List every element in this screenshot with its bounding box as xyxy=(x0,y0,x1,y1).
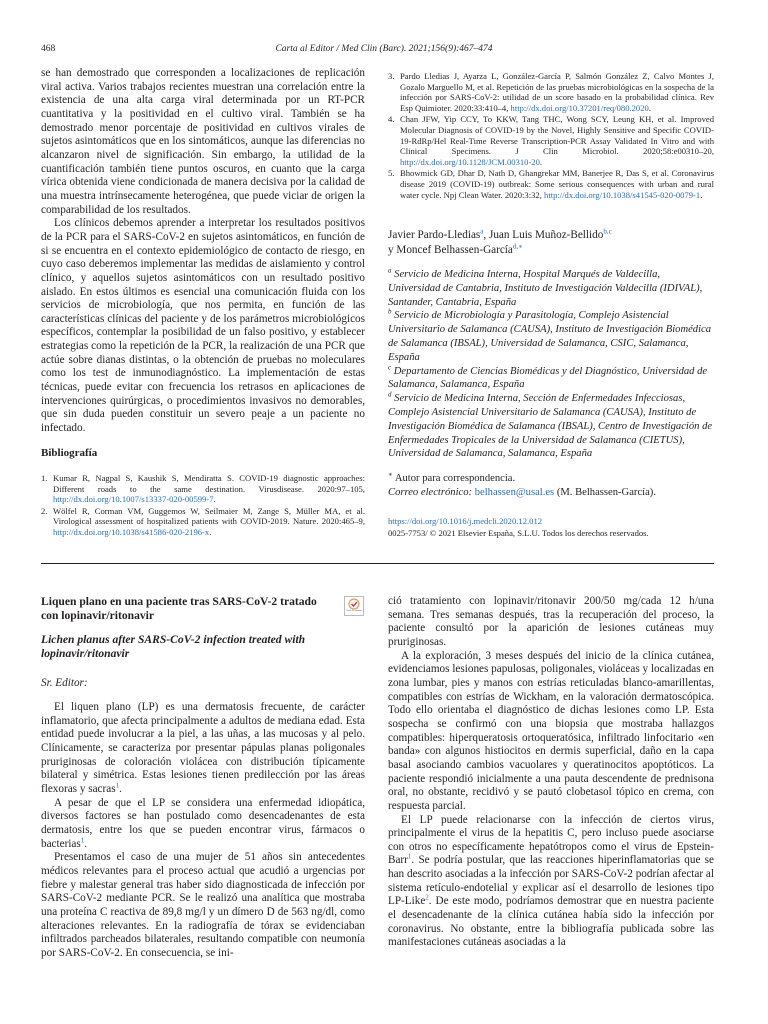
affiliation-text: Servicio de Medicina Interna, Hospital Marqués de Valdecilla, Universidad de Cantabria, Instituto de Investigación Valdecilla (IDIVAL), Santander, Cantabria, España xyxy=(388,269,703,308)
paragraph-text: . Se podría postular, que las reacciones hiperinflamatorias que se han descrito asociadas a la infección por SARS-CoV-2 podrían afectar al sistema retículo-endotelial y explicar así el desarrollo de lesiones tipo LP-Like xyxy=(388,854,714,908)
asterisk: ∗ xyxy=(388,470,393,479)
check-updates-icon xyxy=(344,596,364,616)
bottom-right-column xyxy=(388,595,714,950)
reference-text: Wölfel R, Corman VM, Guggemos W, Seilmaier M, Zange S, Müller MA, et al. Virological assessment of hospitalized patients with COVID-2019. Nature. 2020:465–9, xyxy=(53,505,365,527)
author-name: , Juan Luis Muñoz-Bellido xyxy=(483,229,604,241)
running-head: Carta al Editor / Med Clin (Barc). 2021;156(9):467–474 xyxy=(275,44,493,54)
doi-link[interactable]: http://dx.doi.org/10.1128/JCM.00310-20 xyxy=(400,156,540,167)
paragraph: A la exploración, 3 meses después del inicio de la clínica cutánea, evidenciamos lesiones papulosas, poligonales, violáceas y localizadas en zona lumbar, pies y manos con estrías reticuladas blanco-amarillentas, compatibles con estrías de Wickham, en la valoración dermatoscópica. Todo ello orientaba el diagnóstico de dichas lesiones como LP. Esta sospecha se confirmó con una biopsia que mostraba hallazgos compatibles: hiperqueratosis ortoqueratósica, infiltrado linfocitario «en banda» con algunos histiocitos en dermis superficial, daño en la capa basal asociando cambios vacuolares y queratinocitos apoptóticos. La paciente respondió inicialmente a una pauta descendente de prednisona oral, no obstante, recidivó y se pautó clobetasol tópico en crema, con respuesta parcial. xyxy=(388,649,714,812)
affiliation xyxy=(388,268,714,309)
doi-link[interactable]: https://doi.org/10.1016/j.medcli.2020.12.012 xyxy=(388,516,543,526)
citation-link[interactable]: 1 xyxy=(407,852,412,861)
paragraph xyxy=(388,814,714,951)
affiliation xyxy=(388,365,714,393)
reference-text: Chan JFW, Yip CCY, To KKW, Tang THC, Wong SCY, Leung KH, et al. Improved Molecular Diagnosis of COVID-19 by the Novel, Highly Sensitive and Specific COVID-19-RdRp/Hel Real-Time Reverse Transcription-PCR Assay Validated In Vitro and with Clinical Specimens. J Clin Microbiol. 2020;58:e00310–20, xyxy=(400,114,714,157)
salutation: Sr. Editor: xyxy=(41,677,88,689)
bibliography-heading: Bibliografía xyxy=(41,447,98,459)
reference-text: Bhowmick GD, Dhar D, Nath D, Ghangrekar MM, Banerjee R, Das S, et al. Coronavirus disease 2019 (COVID-19) outbreak: Some serious consequences with urban and rural water cycle. Npj Clean Water. 2020:3:32, xyxy=(400,168,714,200)
paragraph: se han demostrado que corresponden a localizaciones de replicación viral activa. Varios trabajos recientes muestran una correlación entre la existencia de una alta carga viral determinada por un RT-PCR cuantitativa y la positividad en el cultivo viral. También se ha demostrado menor porcentaje de positividad en cultivos virales de sujetos asintomáticos que en los sintomáticos, aunque las diferencias no alcanzaron nivel de significación. Sin embargo, la utilidad de la cuantificación también tiene puntos oscuros, en cuanto que la carga vírica obtenida viene condicionada de manera decisiva por la calidad de una muestra intrínsecamente heterogénea, que puede viciar de origen la comparabilidad de los resultados. xyxy=(41,67,365,216)
citation-link[interactable]: 1 xyxy=(115,781,120,790)
email-link[interactable]: belhassen@usal.es xyxy=(474,487,555,498)
citation-link[interactable]: 2 xyxy=(425,893,429,902)
reference-end: . xyxy=(700,189,703,200)
reference-item xyxy=(388,168,714,200)
affiliation-marker[interactable]: a xyxy=(480,227,484,236)
page-number: 468 xyxy=(41,44,56,54)
correspondence xyxy=(388,472,714,500)
paragraph-text: A pesar de que el LP se considera una enfermedad idiopática, diversos factores se han postulado como desencadenantes de esta dermatosis, entre los que se pueden encontrar virus, fármacos o bacterias xyxy=(41,796,365,850)
affiliation-letter: c xyxy=(388,363,392,372)
paragraph xyxy=(41,701,365,797)
author-name: y Moncef Belhassen-García xyxy=(388,243,513,256)
reference-end: . xyxy=(213,494,216,505)
author-list xyxy=(388,228,714,257)
affiliation-text: Servicio de Medicina Interna, Sección de Enfermedades Infecciosas, Complejo Asistencial Universitario de Salamanca (CAUSA), Instituto de Investigación Biomédica de Salamanca (IBSAL), Centro de Investigación de Enfermedades Tropicales de la Universidad de Salamanca (CIETUS), Universidad de Salamanca, Salamanca, España xyxy=(388,393,713,460)
paragraph-text: El LP puede relacionarse con la infección de ciertos virus, principalmente el virus de la hepatitis C, pero incluso puede asociarse con otros no específicamente hepatótropos como el virus de Epstein-Barr xyxy=(388,813,714,867)
reference-number: 2. xyxy=(41,505,48,516)
reference-number: 5. xyxy=(388,168,395,179)
reference-end: . xyxy=(209,526,212,537)
paragraph-text: . xyxy=(119,782,122,795)
doi-link[interactable]: http://dx.doi.org/10.1007/s13337-020-00599-7 xyxy=(53,494,214,505)
reference-item xyxy=(41,473,365,505)
reference-number: 3. xyxy=(388,71,395,81)
paragraph: Los clínicos debemos aprender a interpretar los resultados positivos de la PCR para el SARS-CoV-2 en sujetos asintomáticos, en función de si se encuentra en el contexto epidemiológico de contacto de riesgo, en cuyo caso deberemos implementar las medidas de aislamiento y control clínico, y aquellos sujetos asintomáticos con un resultado positivo aislado. En estos últimos es esencial una comunicación fluida con los servicios de microbiología, que nos permita, en función de las características clínicas del paciente y de los parámetros microbiológicos específicos, contemplar la posibilidad de un falso positivo, y establecer estrategias como la repetición de la PCR, la realización de una PCR que actúe sobre dianas distintas, o la obtención de pruebas no moleculares como los test de inmunodiagnóstico. La implementación de estas técnicas, puede evitar con frecuencia los retrasos en aplicaciones de intervenciones quirúrgicas, o procedimientos invasivos no demorables, que sin duda pueden constituir un severo peaje a un paciente no infectado. xyxy=(41,217,365,435)
reference-text: Kumar R, Nagpal S, Kaushik S, Mendiratta S. COVID-19 diagnostic approaches: Different roads to the same destination. Virusdisease. 2020:97–105, xyxy=(53,473,365,494)
email-line xyxy=(388,486,714,500)
article-info xyxy=(388,515,714,539)
reference-item xyxy=(388,71,714,113)
correspondence-line xyxy=(388,472,714,486)
reference-end: . xyxy=(539,156,543,167)
top-left-column xyxy=(41,67,365,436)
affiliation-list xyxy=(388,268,714,461)
reference-item xyxy=(388,114,714,167)
paragraph xyxy=(41,797,365,852)
bottom-left-column xyxy=(41,701,365,960)
affiliation-text: Servicio de Microbiología y Parasitología, Complejo Asistencial Universitario de Salamanca (CAUSA), Instituto de Investigación Biomédica de Salamanca (IBSAL), Universidad de Salamanca, CSIC, Salamanca, España xyxy=(388,310,712,363)
reference-item xyxy=(41,506,365,538)
doi-link[interactable]: http://dx.doi.org/10.1038/s41545-020-0079-1 xyxy=(544,189,701,200)
email-owner: (M. Belhassen-García). xyxy=(554,487,656,498)
email-label: Correo electrónico: xyxy=(388,487,475,498)
check-updates-badge[interactable] xyxy=(344,596,364,616)
doi-link[interactable]: http://dx.doi.org/10.1038/s41586-020-2196-x xyxy=(53,526,210,537)
reference-list xyxy=(388,71,714,201)
reference-end: . xyxy=(648,102,651,113)
affiliation-letter: d xyxy=(388,390,392,399)
affiliation xyxy=(388,392,714,461)
affiliation-letter: b xyxy=(388,307,392,316)
paragraph-text: . De este modo, podríamos demostrar que en nuestra paciente el desencadenante de la clínica cutánea había sido la infección por coronavirus. No obstante, entre la bibliografía publicada sobre las manifestaciones cutáneas asociadas a la xyxy=(388,895,714,949)
paragraph: Presentamos el caso de una mujer de 51 años sin antecedentes médicos relevantes para el proceso actual que acudió a urgencias por fiebre y malestar general tras haber sido diagnosticada de infección por SARS-CoV-2 mediante PCR. Se le realizó una analítica que mostraba una proteína C reactiva de 89,8 mg/l y un dímero D de 563 ng/dl, como alteraciones relevantes. En la radiografía de tórax se evidenciaban infiltrados parcheados bilaterales, resultando compatible con neumonía por SARS-CoV-2. En consecuencia, se ini- xyxy=(41,851,365,959)
badge-label: Check for updates xyxy=(345,610,363,612)
author-name: Javier Pardo-Lledias xyxy=(388,229,481,241)
paragraph-text: . xyxy=(84,837,88,850)
letter-title-english: Lichen planus after SARS-CoV-2 infection treated with lopinavir/ritonavir xyxy=(41,633,306,660)
paragraph: ció tratamiento con lopinavir/ritonavir 200/50 mg/cada 12 h/una semana. Tres semanas después, tras la recuperación del proceso, la paciente consultó por la aparición de lesiones cutáneas muy pruriginosas. xyxy=(388,595,714,648)
section-divider xyxy=(41,563,714,564)
letter-title: Liquen plano en una paciente tras SARS-CoV-2 tratado con lopinavir/ritonavir xyxy=(41,595,317,622)
reference-list xyxy=(41,473,365,539)
affiliation-letter: a xyxy=(388,266,392,275)
doi-link[interactable]: http://dx.doi.org/10.37201/req/080.2020 xyxy=(510,102,649,113)
affiliation-text: Departamento de Ciencias Biomédicas y del Diagnóstico, Universidad de Salamanca, Salamanca, España xyxy=(388,365,708,391)
reference-number: 4. xyxy=(388,114,395,125)
copyright-line: 0025-7753/ © 2021 Elsevier España, S.L.U. Todos los derechos reservados. xyxy=(388,528,649,538)
affiliation-marker[interactable]: b,c xyxy=(603,227,612,236)
reference-text: Pardo Lledias J, Ayarza L, González-García P, Salmón González Z, Calvo Montes J, Gozalo Marguello M, et al. Repetición de las pruebas microbiológicas en la sospecha de la infección por SARS-CoV-2: utilidad de un score basado en la probabilidad clínica. Rev Esp Quimioter. 2020:33:410–4, xyxy=(400,71,714,113)
paragraph-text: El liquen plano (LP) es una dermatosis frecuente, de carácter inflamatorio, que afecta principalmente a adultos de mediana edad. Esta entidad puede involucrar a la piel, a las uñas, a las mucosas y al pelo. Clínicamente, se caracteriza por presentar pápulas planas poligonales pruriginosas de coloración violácea con distribución típicamente bilateral y simétrica. Estas lesiones tienen predilección por las áreas flexoras y sacras xyxy=(41,701,365,795)
citation-link[interactable]: 1 xyxy=(80,835,85,844)
correspondence-label: Autor para correspondencia. xyxy=(392,473,516,484)
reference-number: 1. xyxy=(41,473,48,483)
affiliation-marker[interactable]: d,∗ xyxy=(512,241,523,250)
affiliation xyxy=(388,309,714,364)
